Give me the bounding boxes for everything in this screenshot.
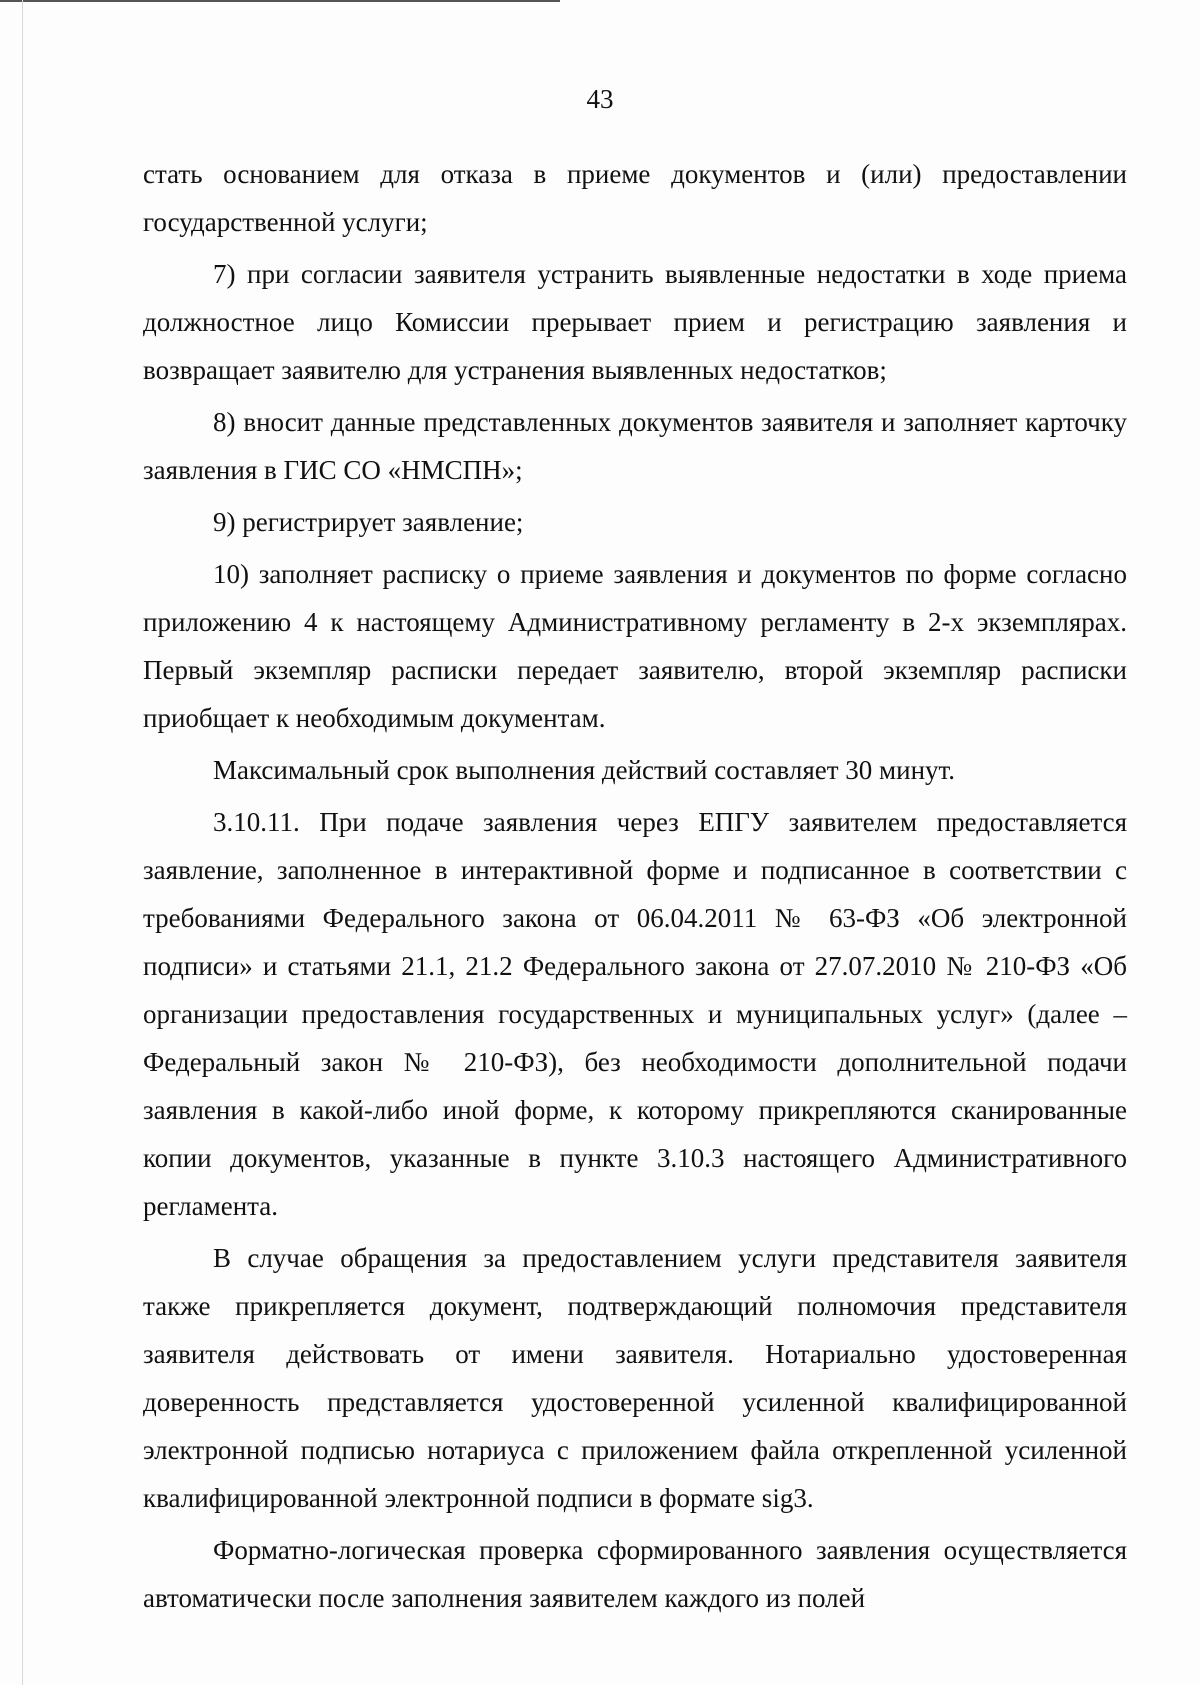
paragraph-format-check: Форматно-логическая проверка сформированного заявления осуществляется автоматически после заполнения заявителем каждого из полей bbox=[143, 1535, 1127, 1613]
paragraph-max-time: Максимальный срок выполнения действий составляет 30 минут. bbox=[213, 755, 956, 785]
paragraph-item-10: 10) заполняет расписку о приеме заявления и документов по форме согласно приложению 4 к настоящему Административному регламенту в 2-х экземплярах. Первый экземпляр расписки передает заявителю, второй экземпляр расписки приобщает к необходимым документам. bbox=[143, 559, 1127, 733]
scan-edge-line bbox=[0, 0, 560, 2]
paragraph-item-8: 8) вносит данные представленных документов заявителя и заполняет карточку заявления в ГИС СО «НМСПН»; bbox=[143, 407, 1127, 485]
paragraph-item-9: 9) регистрирует заявление; bbox=[213, 507, 524, 537]
paragraph-1: стать основанием для отказа в приеме документов и (или) предоставлении государственной услуги; bbox=[143, 159, 1127, 237]
page-number: 43 bbox=[586, 84, 614, 114]
paragraph-representative: В случае обращения за предоставлением услуги представителя заявителя также прикрепляется документ, подтверждающий полномочия представителя заявителя действовать от имени заявителя. Нотариально удостоверенная доверенность представляется удостоверенной усиленной квалифицированной электронной подписью нотариуса с приложением файла открепленной усиленной квалифицированной электронной подписи в формате sig3. bbox=[143, 1243, 1127, 1513]
scan-margin-line bbox=[22, 0, 23, 1685]
document-body bbox=[143, 150, 1127, 1622]
paragraph-3-10-11: 3.10.11. При подаче заявления через ЕПГУ заявителем предоставляется заявление, заполненное в интерактивной форме и подписанное в соответствии с требованиями Федерального закона от 06.04.2011 № 63-ФЗ «Об электронной подписи» и статьями 21.1, 21.2 Федерального закона от 27.07.2010 № 210-ФЗ «Об организации предоставления государственных и муниципальных услуг» (далее – Федеральный закон № 210-ФЗ), без необходимости дополнительной подачи заявления в какой-либо иной форме, к которому прикрепляются сканированные копии документов, указанные в пункте 3.10.3 настоящего Административного регламента. bbox=[143, 807, 1127, 1221]
paragraph-item-7: 7) при согласии заявителя устранить выявленные недостатки в ходе приема должностное лицо Комиссии прерывает прием и регистрацию заявления и возвращает заявителю для устранения выявленных недостатков; bbox=[143, 259, 1127, 385]
